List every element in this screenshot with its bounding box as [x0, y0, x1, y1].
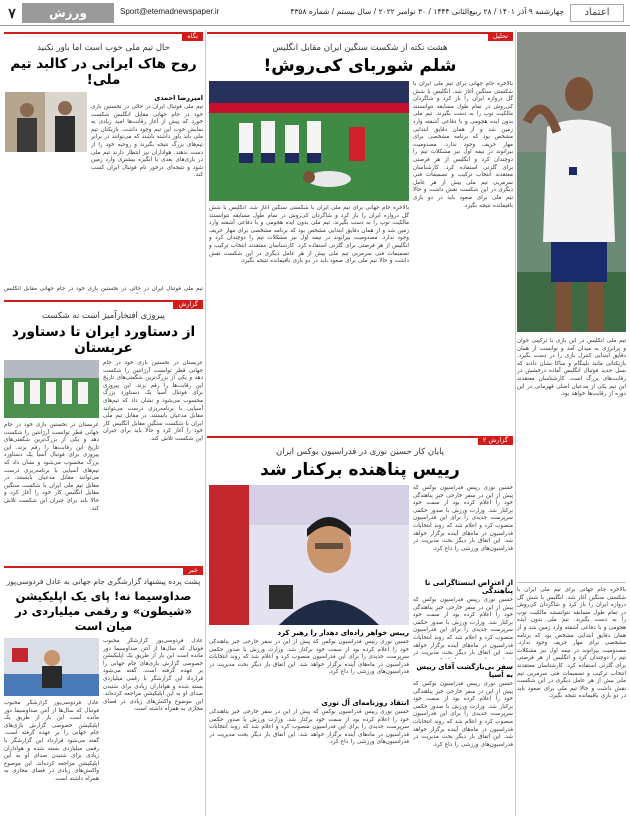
match-photo — [209, 81, 409, 201]
bottom-left-tag: خبر — [183, 566, 203, 575]
bottom-left-headline: صداوسیما نه! پای یک اپلیکیشن «شیطون» و رقمی میلیاردی در میان است — [15, 589, 192, 633]
left-top-byline: امیررضا احمدی — [154, 94, 203, 102]
left-mid-tag-bar — [4, 300, 203, 308]
right-column — [517, 32, 626, 816]
lead-kicker: هشت نکته از شکست سنگین ایران مقابل انگلیس — [272, 43, 448, 53]
bottom-left-story — [4, 566, 203, 816]
bottom-left-kicker: پشت پرده پیشنهاد گزارشگری جام جهانی به عادل فردوسی‌پور — [6, 577, 201, 586]
england-player-photo — [517, 32, 626, 332]
center-tag-bar — [207, 436, 513, 444]
lead-story — [207, 32, 513, 432]
center-subhead-1: از اعتراض اینستاگرامی تا پناهندگی — [425, 579, 513, 595]
section-email[interactable]: Sport@etemadnewspaper.ir — [120, 7, 220, 16]
left-top-headline: روح هاک ایرانی در کالبد تیم ملی! — [10, 56, 197, 88]
saudi-team-photo — [4, 360, 99, 418]
left-mid-body-2: عربستان در نخستین بازی خود در جام جهانی قطر توانست آرژانتین را شکست دهد و یکی از بزرگ‌ترین شگفتی‌های تاریخ این رقابت‌ها را رقم بزند. این پیروزی برای فوتبال آسیا یک دستاورد بزرگ محسوب می‌شود و نشان داد که تیم‌های آسیایی با برنامه‌ریزی درست می‌توانند مقابل مدعیان بایستند. در مقابل تیم ملی ایران با شکست سنگین مقابل انگلیس کار خود را آغاز کرد و حالا باید برای جبران این شکست تلاش کند. — [4, 422, 99, 512]
left-top-body: تیم ملی فوتبال ایران در حالی در نخستین بازی خود در جام جهانی مقابل انگلیس شکست خورد که پیش از آغاز رقابت‌ها امید زیادی به نمایش خوب این تیم وجود داشت. بازیکنان تیم ملی باید باور داشته باشند که می‌توانند در برابر تیم‌های بزرگ نتیجه بگیرند و روحیه خود را از دست ندهند. هواداران نیز انتظار دارند تیم ملی در بازی‌های بعدی با انگیزه بیشتری وارد زمین شود و نتیجه‌ای درخور نام فوتبال ایران کسب کند. — [91, 104, 203, 179]
center-tag: گزارش ۲ — [478, 436, 513, 445]
left-mid-body: عربستان در نخستین بازی خود در جام جهانی قطر توانست آرژانتین را شکست دهد و یکی از بزرگ‌ترین شگفتی‌های تاریخ این رقابت‌ها را رقم بزند. این پیروزی برای فوتبال آسیا یک دستاورد بزرگ محسوب می‌شود و نشان داد که تیم‌های آسیایی با برنامه‌ریزی درست می‌توانند مقابل مدعیان بایستند. در مقابل تیم ملی ایران با شکست سنگین مقابل انگلیس کار خود را آغاز کرد و حالا باید برای جبران این شکست تلاش کند. — [103, 360, 203, 442]
masthead — [0, 0, 630, 26]
center-story — [207, 436, 513, 816]
right-column-body: تیم ملی انگلیس در این بازی با ترکیبی جوان و پرانرژی به میدان آمد و توانست از همان دقایق ابتدایی کنترل بازی را در دست بگیرد. بازیکنانی مانند بلینگام و ساکا نشان دادند که نسل جدید فوتبال انگلیس آماده درخشش در رقابت‌های بزرگ است. کارشناسان معتقدند این تیم یکی از مدعیان اصلی قهرمانی در این دوره از رقابت‌ها خواهد بود. — [517, 338, 626, 398]
lead-body-right: بالاخره جام جهانی برای تیم ملی ایران با شکستی سنگین آغاز شد. انگلیس با شش گل دروازه ایران را باز کرد و شاگردان کی‌روش در تمام طول مسابقه نتوانستند مالکیت توپ را به دست بگیرند. تیم ملی بدون ایده هجومی و با دفاعی آشفته وارد زمین شد و از همان دقایق ابتدایی مشخص بود که برنامه مشخصی برای مهار حریف وجود ندارد. مصدومیت بیرانوند در نیمه اول نیز مشکلات تیم را دوچندان کرد و انگلیس از هر فرصتی برای گلزنی استفاده کرد. کارشناسان معتقدند انتخاب ترکیب و تصمیمات فنی سرمربی تیم ملی بیش از هر عامل دیگری در این شکست نقش داشت و حالا تیم ملی برای صعود باید در دو بازی باقیمانده نتیجه بگیرد. — [413, 81, 513, 209]
lead-tag-bar — [207, 32, 513, 40]
center-kicker: پایان کار حسین نوری در فدراسیون بوکس ایران — [275, 447, 445, 457]
center-body-right-2: حسین نوری رییس فدراسیون بوکس که پیش از این در سفر خارجی خبر پناهندگی خود را اعلام کرده بود از سمت خود برکنار شد. وزارت ورزش با صدور حکمی سرپرست جدیدی را برای این فدراسیون منصوب کرد و اعلام شد که روند انتخابات فدراسیون در ماه‌های آینده برگزار خواهد شد. این اتفاق بار دیگر بحث مدیریت در — [413, 597, 513, 657]
center-body-left: حسین نوری رییس فدراسیون بوکس که پیش از این در سفر خارجی خبر پناهندگی خود را اعلام کرده بود از سمت خود برکنار شد. وزارت ورزش با صدور حکمی سرپرست جدیدی را برای این فدراسیون منصوب کرد و اعلام شد که روند انتخابات فدراسیون در ماه‌های آینده برگزار خواهد شد. این اتفاق بار دیگر بحث مدیریت در فدراسیون‌های ورزشی را داغ کرد. — [209, 639, 409, 676]
newspaper-logo: اعتماد — [570, 4, 624, 22]
left-mid-story — [4, 300, 203, 562]
divider — [517, 582, 626, 583]
left-mid-headline: از دستاورد ایران تا دستاورد عربستان — [11, 324, 196, 356]
issue-date-line: چهارشنبه ۹ آذر ۱۴۰۱ / ۲۸ ربیع‌الثانی ۱۴۴۴ / ۳۰ نوامبر ۲۰۲۲ / سال بیستم / شماره ۴۳۵۸ — [290, 7, 564, 16]
left-top-tag-bar — [4, 32, 203, 40]
lead-tag: تحلیل — [488, 32, 513, 41]
lead-headline: شلم شوربای کی‌روش! — [263, 56, 457, 76]
center-subhead-2: رییس خواهر زاده‌ای دهدار را رهبر کرد — [277, 629, 409, 637]
left-mid-tag: گزارش — [173, 300, 203, 309]
bottom-left-tag-bar — [4, 566, 203, 574]
right-column-body-2: بالاخره جام جهانی برای تیم ملی ایران با شکستی سنگین آغاز شد. انگلیس با شش گل دروازه ایران را باز کرد و شاگردان کی‌روش در تمام طول مسابقه نتوانستند مالکیت توپ را به دست بگیرند. تیم ملی بدون ایده هجومی و با دفاعی آشفته وارد زمین شد و از همان دقایق ابتدایی مشخص بود که برنامه مشخصی برای مهار حریف وجود ندارد. مصدومیت بیرانوند در نیمه اول نیز مشکلات تیم را دوچندان کرد و انگلیس از هر فرصتی برای گلزنی استفاده کرد. کارشناسان معتقدند انتخاب ترکیب و تصمیمات فنی سرمربی تیم ملی بیش از هر عامل دیگری در این شکست نقش داشت و حالا تیم ملی برای صعود باید در دو بازی باقیمانده نتیجه بگیرد. — [517, 587, 626, 700]
center-body-right-3: حسین نوری رییس فدراسیون بوکس که پیش از این در سفر خارجی خبر پناهندگی خود را اعلام کرده بود از سمت خود برکنار شد. وزارت ورزش با صدور حکمی سرپرست جدیدی را برای این فدراسیون منصوب کرد و اعلام شد که روند انتخابات فدراسیون در ماه‌های آینده برگزار خواهد شد. این اتفاق بار دیگر بحث مدیریت در فدراسیون‌های ورزشی را داغ کرد. — [413, 681, 513, 748]
center-headline: رییس پناهنده برکنار شد — [260, 460, 460, 480]
center-body-right: حسین نوری رییس فدراسیون بوکس که پیش از این در سفر خارجی خبر پناهندگی خود را اعلام کرده بود از سمت خود برکنار شد. وزارت ورزش با صدور حکمی سرپرست جدیدی را برای این فدراسیون منصوب کرد و اعلام شد که روند انتخابات فدراسیون در ماه‌های آینده برگزار خواهد شد. این اتفاق بار دیگر بحث مدیریت در فدراسیون‌های ورزشی را داغ کرد. — [413, 485, 513, 552]
bottom-left-body-2: عادل فردوسی‌پور گزارشگر محبوب فوتبال که سال‌ها از آنتن صداوسیما دور مانده است این بار از طریق یک اپلیکیشن خصوصی گزارش بازی‌های جام جهانی را بر عهده گرفته است. گفته می‌شود قرارداد این گزارشگر با رقمی میلیاردی بسته شده و هواداران زیادی برای شنیدن صدای او به این اپلیکیشن مراجعه کرده‌اند. این موضوع واکنش‌های زیادی در فضای مجازی به همراه داشته است. — [4, 700, 99, 782]
boxing-president-photo — [209, 485, 409, 625]
center-subhead-3: انتقاد روزنامه‌ای آل توری — [321, 699, 409, 707]
officials-photo — [5, 92, 87, 152]
left-top-body-2: تیم ملی فوتبال ایران در حالی در نخستین بازی خود در جام جهانی مقابل انگلیس — [4, 286, 203, 292]
column-divider — [515, 30, 516, 816]
left-mid-kicker: پیروزی افتخارآمیز است نه شکست — [41, 311, 166, 321]
left-top-kicker: حال تیم ملی خوب است اما باور نکنید — [37, 43, 170, 53]
section-label: ورزش — [22, 3, 114, 23]
ferdowsipour-photo — [4, 638, 99, 696]
column-divider — [205, 30, 206, 816]
left-top-story — [4, 32, 203, 294]
lead-body-left: بالاخره جام جهانی برای تیم ملی ایران با شکستی سنگین آغاز شد. انگلیس با شش گل دروازه ایران را باز کرد و شاگردان کی‌روش در تمام طول مسابقه نتوانستند مالکیت توپ را به دست بگیرند. تیم ملی بدون ایده هجومی و با دفاعی آشفته وارد زمین شد و از همان دقایق ابتدایی مشخص بود که برنامه مشخصی برای مهار حریف وجود ندارد. مصدومیت بیرانوند در نیمه اول نیز مشکلات تیم را دوچندان کرد و انگلیس از هر فرصتی برای گلزنی استفاده کرد. کارشناسان معتقدند انتخاب ترکیب و تصمیمات فنی سرمربی تیم ملی بیش از هر عامل دیگری در این شکست نقش داشت و حالا تیم ملی برای صعود باید در دو بازی باقیمانده نتیجه بگیرد. — [209, 205, 409, 265]
page-number: ۷ — [8, 5, 16, 21]
left-top-tag: نگاه — [182, 32, 203, 41]
center-subhead-4: سفر بی‌بازگشت آقای رییس به آسیا — [416, 663, 513, 679]
bottom-left-body: عادل فردوسی‌پور گزارشگر محبوب فوتبال که سال‌ها از آنتن صداوسیما دور مانده است این بار از طریق یک اپلیکیشن خصوصی گزارش بازی‌های جام جهانی را بر عهده گرفته است. گفته می‌شود قرارداد این گزارشگر با رقمی میلیاردی بسته شده و هواداران زیادی برای شنیدن صدای او به این اپلیکیشن مراجعه کرده‌اند. این موضوع واکنش‌های زیادی در فضای مجازی به همراه داشته است. — [103, 638, 203, 713]
center-body-left-2: حسین نوری رییس فدراسیون بوکس که پیش از این در سفر خارجی خبر پناهندگی خود را اعلام کرده بود از سمت خود برکنار شد. وزارت ورزش با صدور حکمی سرپرست جدیدی را برای این فدراسیون منصوب کرد و اعلام شد که روند انتخابات فدراسیون در ماه‌های آینده برگزار خواهد شد. این اتفاق بار دیگر بحث مدیریت در فدراسیون‌های ورزشی را داغ کرد. — [209, 709, 409, 746]
